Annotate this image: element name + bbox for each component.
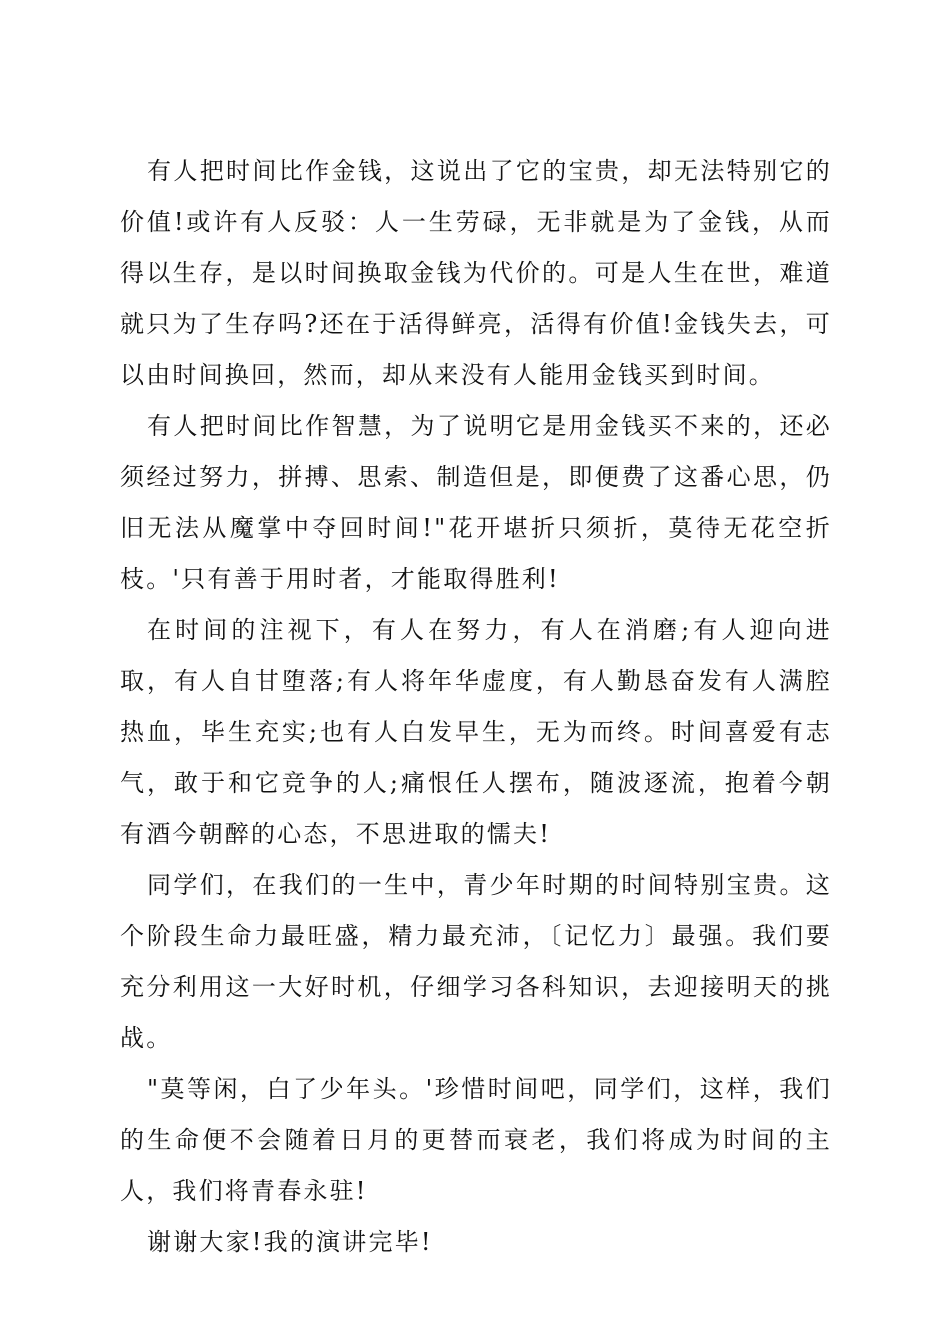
paragraph-6: 谢谢大家!我的演讲完毕! [147,1228,433,1256]
speech-body [120,146,832,1268]
paragraph-3: 在时间的注视下，有人在努力，有人在消磨;有人迎向进取，有人自甘堕落;有人将年华虚度，有人勤恳奋发有人满腔热血，毕生充实;也有人白发早生，无为而终。时间喜爱有志气，敢于和它竞争的人;痛恨任人摆布，随波逐流，抱着今朝有酒今朝醉的心态，不思进取的懦夫! [120,616,832,848]
paragraph-2: 有人把时间比作智慧，为了说明它是用金钱买不来的，还必须经过努力，拼搏、思索、制造但是，即便费了这番心思，仍旧无法从魔掌中夺回时间!"花开堪折只须折，莫待无花空折枝。'只有善于用时者，才能取得胜利! [120,412,832,593]
paragraph-1: 有人把时间比作金钱，这说出了它的宝贵，却无法特别它的价值!或许有人反驳：人一生劳碌，无非就是为了金钱，从而得以生存，是以时间换取金钱为代价的。可是人生在世，难道就只为了生存吗?还在于活得鲜亮，活得有价值!金钱失去，可以由时间换回，然而，却从来没有人能用金钱买到时间。 [120,157,832,389]
paragraph-5: "莫等闲，白了少年头。'珍惜时间吧，同学们，这样，我们的生命便不会随着日月的更替而衰老，我们将成为时间的主人，我们将青春永驻! [120,1075,832,1205]
paragraph-4: 同学们，在我们的一生中，青少年时期的时间特别宝贵。这个阶段生命力最旺盛，精力最充沛，〔记忆力〕最强。我们要充分利用这一大好时机，仔细学习各科知识，去迎接明天的挑战。 [120,871,832,1052]
